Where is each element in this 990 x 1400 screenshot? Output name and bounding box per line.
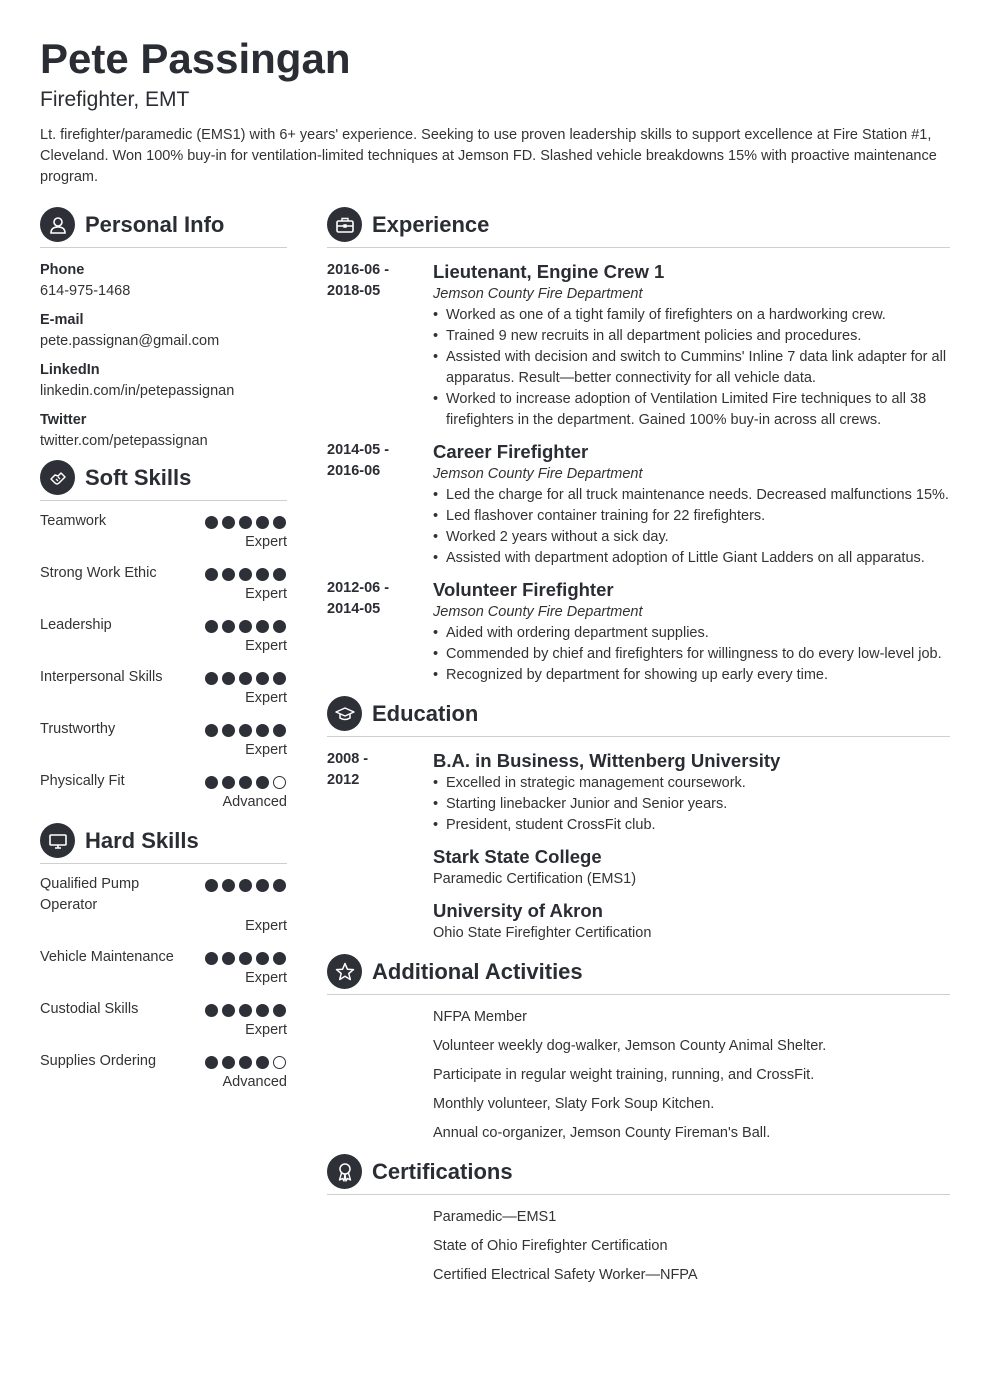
skill-name: Strong Work Ethic (40, 565, 157, 581)
rating-dot-filled (239, 724, 252, 737)
job-date (327, 260, 417, 302)
rating-dot-filled (222, 568, 235, 581)
education-body (433, 749, 950, 836)
job-title: Lieutenant, Engine Crew 1 (433, 261, 665, 282)
list-item: • Starting linebacker Junior and Senior years. (433, 794, 950, 815)
contact-value[interactable]: pete.passignan@gmail.com (40, 333, 220, 349)
degree-title: B.A. in Business, Wittenberg University (433, 750, 781, 771)
skill-item (40, 719, 287, 761)
award-ribbon-icon (327, 1154, 362, 1189)
job-bullets (433, 305, 950, 431)
date-end: 2016-06 (327, 463, 381, 479)
rating-dot-empty (273, 1056, 286, 1069)
rating-dot-filled (205, 879, 218, 892)
list-item: Monthly volunteer, Slaty Fork Soup Kitchen. (433, 1096, 715, 1112)
list-item: • Trained 9 new recruits in all department policies and procedures. (433, 326, 950, 347)
education-date (327, 749, 417, 791)
hard-skills-list (40, 874, 287, 1093)
contact-label: E-mail (40, 312, 84, 328)
personal-info-heading (40, 207, 287, 248)
section-title: Soft Skills (85, 464, 192, 490)
rating-dot-filled (239, 1004, 252, 1017)
rating-dot-filled (205, 672, 218, 685)
hard-skills-heading (40, 823, 287, 864)
skill-name: Supplies Ordering (40, 1053, 157, 1069)
list-item: • Assisted with decision and switch to Cummins' Inline 7 data link adapter for all apparatus. Result—better connectivity for all vehicle data. (433, 347, 950, 389)
skill-level: Expert (245, 742, 287, 758)
section-title: Experience (372, 211, 490, 237)
rating-dot-filled (239, 568, 252, 581)
skill-rating (201, 1004, 286, 1017)
job-date (327, 440, 417, 482)
personal-info-list (40, 260, 287, 452)
rating-dot-filled (256, 776, 269, 789)
rating-dot-filled (205, 1056, 218, 1069)
rating-dot-filled (273, 672, 286, 685)
right-column (327, 207, 950, 1294)
list-item: Annual co-organizer, Jemson County Fireman's Ball. (433, 1125, 771, 1141)
skill-level: Expert (245, 586, 287, 602)
date-start: 2016-06 - (327, 262, 390, 278)
list-item: • Assisted with department adoption of Little Giant Ladders on all apparatus. (433, 548, 950, 569)
rating-dot-filled (273, 952, 286, 965)
list-item: NFPA Member (433, 1009, 528, 1025)
list-item: • Aided with ordering department supplies. (433, 623, 950, 644)
date-start: 2014-05 - (327, 442, 390, 458)
rating-dot-empty (273, 776, 286, 789)
contact-email (40, 310, 287, 352)
soft-skills-heading (40, 460, 287, 501)
education-heading (327, 696, 950, 737)
school-detail: Ohio State Firefighter Certification (433, 925, 652, 941)
skill-item (40, 1051, 287, 1093)
job-bullets (433, 623, 950, 686)
left-column (40, 207, 287, 1103)
rating-dot-filled (222, 672, 235, 685)
rating-dot-filled (222, 516, 235, 529)
rating-dot-filled (256, 879, 269, 892)
rating-dot-filled (205, 620, 218, 633)
skill-level: Advanced (222, 794, 287, 810)
list-item: • Worked 2 years without a sick day. (433, 527, 950, 548)
list-item: Volunteer weekly dog-walker, Jemson County Animal Shelter. (433, 1038, 827, 1054)
rating-dot-filled (222, 724, 235, 737)
skill-name: Trustworthy (40, 721, 116, 737)
job-date (327, 578, 417, 620)
list-item: • Led flashover container training for 22 firefighters. (433, 506, 950, 527)
experience-entry (327, 578, 950, 686)
rating-dot-filled (205, 1004, 218, 1017)
list-item: • Worked to increase adoption of Ventilation Limited Fire techniques to all 38 firefighters in the department. Gained 100% buy-in across all crews. (433, 389, 950, 431)
rating-dot-filled (256, 516, 269, 529)
rating-dot-filled (239, 776, 252, 789)
section-title: Additional Activities (372, 958, 583, 984)
rating-dot-filled (222, 620, 235, 633)
school-title: Stark State College (433, 846, 602, 867)
rating-dot-filled (273, 516, 286, 529)
skill-level: Expert (245, 638, 287, 654)
list-item: • Commended by chief and firefighters for willingness to do every low-level job. (433, 644, 950, 665)
list-item: • Excelled in strategic management coursework. (433, 773, 950, 794)
date-end: 2014-05 (327, 601, 381, 617)
job-title: Volunteer Firefighter (433, 579, 614, 600)
experience-heading (327, 207, 950, 248)
contact-label: LinkedIn (40, 362, 100, 378)
list-item: Certified Electrical Safety Worker—NFPA (433, 1267, 698, 1283)
rating-dot-filled (256, 568, 269, 581)
skill-rating (201, 568, 286, 581)
contact-value[interactable]: linkedin.com/in/petepassignan (40, 383, 235, 399)
education-list (327, 749, 950, 944)
skill-name: Teamwork (40, 513, 107, 529)
rating-dot-filled (222, 776, 235, 789)
skill-item (40, 947, 287, 989)
skill-item (40, 999, 287, 1041)
graduation-cap-icon (327, 696, 362, 731)
skill-level: Expert (245, 918, 287, 934)
skill-name: Interpersonal Skills (40, 669, 163, 685)
job-body (433, 578, 950, 686)
job-employer: Jemson County Fire Department (433, 466, 643, 482)
rating-dot-filled (205, 776, 218, 789)
skill-level: Expert (245, 534, 287, 550)
certifications-list (327, 1207, 950, 1286)
experience-entry (327, 440, 950, 569)
date-end: 2018-05 (327, 283, 381, 299)
rating-dot-filled (205, 724, 218, 737)
skill-name: Qualified Pump Operator (40, 876, 140, 913)
rating-dot-filled (239, 516, 252, 529)
skill-rating (201, 620, 286, 633)
rating-dot-filled (239, 1056, 252, 1069)
rating-dot-filled (239, 879, 252, 892)
resume-header (40, 34, 950, 188)
skill-rating (201, 672, 286, 685)
skill-item (40, 771, 287, 813)
job-body (433, 260, 950, 431)
section-title: Education (372, 700, 479, 726)
skill-level: Advanced (222, 1074, 287, 1090)
list-item: • Led the charge for all truck maintenance needs. Decreased malfunctions 15%. (433, 485, 950, 506)
list-item: • President, student CrossFit club. (433, 815, 950, 836)
contact-value: 614-975-1468 (40, 283, 131, 299)
rating-dot-filled (222, 952, 235, 965)
job-title: Career Firefighter (433, 441, 589, 462)
school-detail: Paramedic Certification (EMS1) (433, 871, 637, 887)
skill-rating (201, 724, 286, 737)
rating-dot-filled (273, 568, 286, 581)
date-start: 2008 - (327, 751, 369, 767)
briefcase-icon (327, 207, 362, 242)
rating-dot-filled (205, 516, 218, 529)
candidate-name: Pete Passingan (40, 35, 351, 82)
handshake-icon (40, 460, 75, 495)
activities-heading (327, 954, 950, 995)
rating-dot-filled (222, 879, 235, 892)
list-item: Paramedic—EMS1 (433, 1209, 557, 1225)
section-title: Hard Skills (85, 827, 199, 853)
person-icon (40, 207, 75, 242)
skill-item (40, 667, 287, 709)
skill-name: Physically Fit (40, 773, 125, 789)
skill-rating (201, 776, 286, 789)
education-entry (433, 899, 950, 944)
rating-dot-filled (222, 1056, 235, 1069)
contact-twitter (40, 410, 287, 452)
education-entry (327, 749, 950, 836)
rating-dot-filled (239, 952, 252, 965)
skill-level: Expert (245, 970, 287, 986)
rating-dot-filled (222, 1004, 235, 1017)
contact-phone (40, 260, 287, 302)
school-title: University of Akron (433, 900, 603, 921)
experience-entry (327, 260, 950, 431)
rating-dot-filled (273, 620, 286, 633)
star-icon (327, 954, 362, 989)
candidate-title: Firefighter, EMT (40, 88, 190, 111)
skill-rating (201, 952, 286, 965)
skill-name: Leadership (40, 617, 112, 633)
skill-level: Expert (245, 1022, 287, 1038)
skill-item (40, 615, 287, 657)
rating-dot-filled (256, 724, 269, 737)
skill-rating (201, 516, 286, 529)
job-employer: Jemson County Fire Department (433, 286, 643, 302)
skill-rating (201, 879, 286, 892)
skill-item (40, 563, 287, 605)
list-item: • Worked as one of a tight family of firefighters on a hardworking crew. (433, 305, 950, 326)
rating-dot-filled (256, 672, 269, 685)
skill-item (40, 511, 287, 553)
skill-item (40, 874, 287, 937)
rating-dot-filled (256, 620, 269, 633)
skill-level: Expert (245, 690, 287, 706)
rating-dot-filled (205, 952, 218, 965)
skill-name: Vehicle Maintenance (40, 949, 174, 965)
list-item: • Recognized by department for showing up early every time. (433, 665, 950, 686)
rating-dot-filled (273, 1004, 286, 1017)
rating-dot-filled (239, 620, 252, 633)
experience-list (327, 260, 950, 686)
rating-dot-filled (205, 568, 218, 581)
monitor-icon (40, 823, 75, 858)
contact-linkedin (40, 360, 287, 402)
skill-rating (201, 1056, 286, 1069)
education-entry (433, 845, 950, 890)
certifications-heading (327, 1154, 950, 1195)
activities-list (327, 1007, 950, 1144)
job-employer: Jemson County Fire Department (433, 604, 643, 620)
rating-dot-filled (239, 672, 252, 685)
job-body (433, 440, 950, 569)
contact-value[interactable]: twitter.com/petepassignan (40, 433, 208, 449)
summary: Lt. firefighter/paramedic (EMS1) with 6+ years' experience. Seeking to use proven leadership skills to support excellence at Fire Station #1, Cleveland. Won 100% buy-in for ventilation-limited techniques at Jemson FD. Slashed vehicle breakdowns 15% with proactive maintenance program. (40, 127, 937, 185)
job-bullets (433, 485, 950, 569)
date-end: 2012 (327, 772, 360, 788)
education-bullets (433, 773, 950, 836)
contact-label: Phone (40, 262, 85, 278)
section-title: Certifications (372, 1158, 513, 1184)
date-start: 2012-06 - (327, 580, 390, 596)
list-item: Participate in regular weight training, running, and CrossFit. (433, 1067, 815, 1083)
section-title: Personal Info (85, 211, 225, 237)
list-item: State of Ohio Firefighter Certification (433, 1238, 668, 1254)
rating-dot-filled (273, 724, 286, 737)
rating-dot-filled (273, 879, 286, 892)
rating-dot-filled (256, 1004, 269, 1017)
contact-label: Twitter (40, 412, 87, 428)
skill-name: Custodial Skills (40, 1001, 139, 1017)
rating-dot-filled (256, 952, 269, 965)
soft-skills-list (40, 511, 287, 813)
rating-dot-filled (256, 1056, 269, 1069)
